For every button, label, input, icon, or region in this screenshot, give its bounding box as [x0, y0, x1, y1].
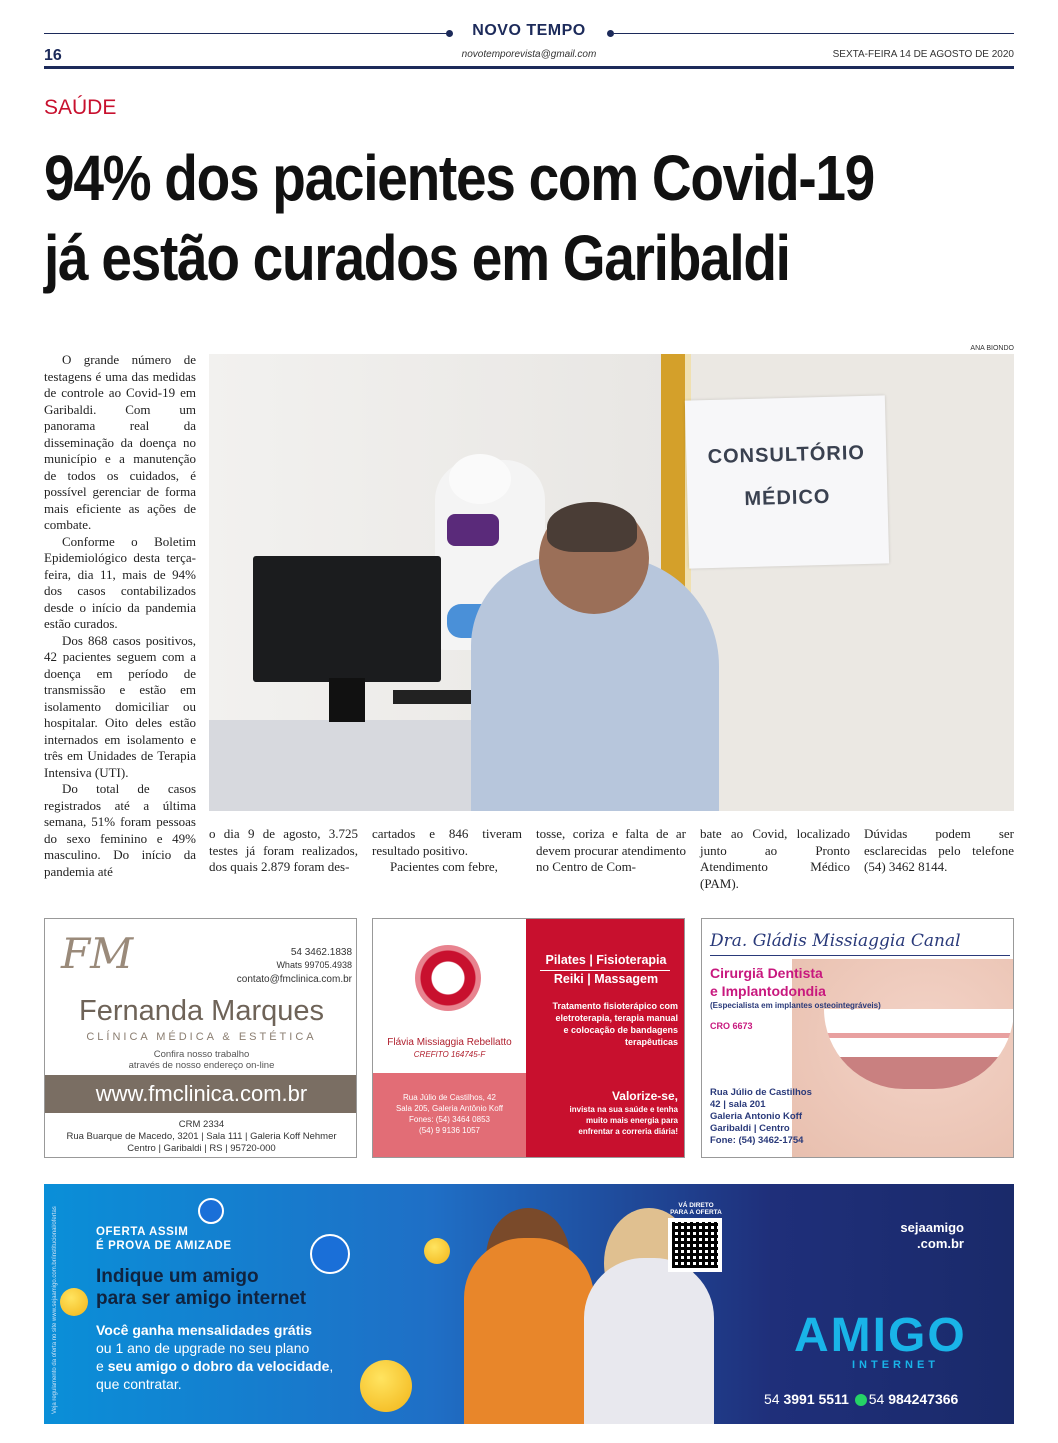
amigo-brand-logo: AMIGO: [794, 1309, 967, 1362]
article-column-2: [209, 826, 358, 876]
gladis-specialty: (Especialista em implantes osteointegráveis): [710, 1001, 881, 1010]
banner-person-2: [584, 1258, 714, 1424]
photo-patient-hair: [547, 502, 637, 552]
flavia-address-panel: [373, 1073, 526, 1158]
banner-site-2[interactable]: .com.br: [917, 1236, 964, 1251]
article-paragraph: Dos 868 casos positivos, 42 pacientes seguem com a doença em período de transmissão e estão em isolamento domiciliar ou hospitalar. Oito deles estão internados em isolamento e três em Unidades de Terapia Intensiva (UTI).: [44, 632, 196, 780]
article-paragraph: Do total de casos registrados até a última semana, 51% foram pessoas do sexo feminino e 49% masculino. Do início da pandemia até: [44, 781, 196, 879]
photo-monitor-stand: [329, 678, 365, 722]
photo-credit: ANA BIONDO: [970, 345, 1014, 352]
article-column-6: [864, 826, 1014, 876]
headline: [44, 138, 1016, 298]
gladis-addr-1: Rua Júlio de Castilhos: [710, 1087, 812, 1098]
thumbs-up-icon: [198, 1198, 224, 1224]
flavia-services-2: Reiki | Massagem: [553, 972, 659, 986]
gladis-cro: CRO 6673: [710, 1021, 753, 1031]
fm-confira-2: através de nosso endereço on-line: [128, 1060, 275, 1071]
emoji-icon: [424, 1238, 450, 1264]
emoji-icon: [360, 1360, 412, 1412]
flavia-right-panel: [526, 919, 685, 1158]
qr-code-icon[interactable]: [668, 1218, 722, 1272]
gladis-name: Dra. Gládis Missiaggia Canal: [710, 931, 961, 951]
qr-label-2: PARA A OFERTA: [670, 1209, 722, 1216]
gladis-title-2: e Implantodondia: [710, 983, 826, 999]
flavia-valorize: Valorize-se,: [611, 1089, 678, 1103]
flavia-left-panel: [373, 919, 526, 1069]
headline-line-2: já estão curados em Garibaldi: [44, 222, 790, 294]
flavia-treat-4: terapêuticas: [624, 1037, 678, 1047]
thumbs-up-icon: [310, 1234, 350, 1274]
headline-line-1: 94% dos pacientes com Covid-19: [44, 142, 875, 214]
banner-gain-3c: ,: [329, 1358, 334, 1374]
fm-subtitle: CLÍNICA MÉDICA & ESTÉTICA: [86, 1031, 317, 1043]
masthead-line-right: [614, 33, 1014, 34]
flavia-treat-1: Tratamento fisioterápico com: [552, 1001, 678, 1011]
flavia-name: Flávia Missiaggia Rebellatto: [387, 1037, 512, 1048]
fm-whats: Whats 99705.4938: [276, 960, 352, 970]
flavia-v-2: muito mais energia para: [585, 1116, 678, 1125]
photo-mask: [447, 514, 499, 546]
banner-gain-1: Você ganha mensalidades grátis: [96, 1322, 313, 1338]
phone-2: 984247366: [888, 1391, 959, 1407]
photo-sign-line-2: MÉDICO: [744, 485, 831, 511]
fm-address-2: Centro | Garibaldi | RS | 95720-000: [127, 1143, 276, 1154]
article-column-5: [700, 826, 850, 892]
flavia-addr-3: Fones: (54) 3464 0853: [409, 1115, 490, 1124]
gladis-name-underline: [710, 955, 1010, 956]
ad-flavia-fisioterapia[interactable]: [372, 918, 685, 1158]
flavia-addr-4: (54) 9 9136 1057: [419, 1126, 480, 1135]
fm-name: Fernanda Marques: [78, 995, 325, 1027]
article-column-3: [372, 826, 522, 876]
flavia-addr-2: Sala 205, Galeria Antônio Koff: [395, 1104, 504, 1113]
ad-amigo-internet-banner[interactable]: [44, 1184, 1014, 1424]
newspaper-brand: NOVO TEMPO: [472, 22, 586, 39]
banner-gain-3b: seu amigo o dobro da velocidade: [107, 1358, 330, 1374]
fm-url-bar[interactable]: www.fmclinica.com.br: [45, 1075, 357, 1113]
fm-email: contato@fmclinica.com.br: [236, 974, 352, 985]
page-number: 16: [44, 47, 62, 64]
flavia-divider: [540, 970, 670, 971]
phone-1: 3991 5511: [783, 1391, 849, 1407]
gladis-addr-3: Galeria Antonio Koff: [710, 1111, 803, 1122]
ad-gladis-dentista[interactable]: [701, 918, 1014, 1158]
banner-phones: [764, 1391, 958, 1407]
phone-prefix-2: 54: [868, 1391, 889, 1407]
banner-gain-2: ou 1 ano de upgrade no seu plano: [96, 1340, 310, 1356]
banner-offer-1: OFERTA ASSIM: [96, 1226, 189, 1238]
gladis-addr-4: Garibaldi | Centro: [710, 1123, 790, 1134]
banner-site-1[interactable]: sejaamigo: [900, 1220, 964, 1235]
gladis-title-1: Cirurgiã Dentista: [710, 965, 823, 981]
article-paragraph: tosse, coriza e falta de ar devem procurar atendimento no Centro de Com-: [536, 826, 686, 874]
banner-gain-4: que contratar.: [96, 1376, 182, 1392]
article-paragraph: Conforme o Boletim Epidemiológico desta terça-feira, dia 11, mais de 94% dos casos contabilizados desde o início da pandemia estão curados.: [44, 533, 196, 631]
masthead-email: novotemporevista@gmail.com: [461, 49, 597, 60]
article-paragraph: O grande número de testagens é uma das medidas de controle ao Covid-19 em Garibaldi. Com um panorama real da disseminação da doença no município e a manutenção de todos os cuidados, é possível gerenciar de forma mais eficiente as ações de combate.: [44, 352, 196, 532]
article-paragraph: cartados e 846 tiveram resultado positivo.: [372, 826, 522, 858]
emoji-icon: [60, 1288, 88, 1316]
fm-crm: CRM 2334: [178, 1119, 225, 1130]
fm-monogram-logo: FM: [61, 929, 134, 978]
article-column-1: [44, 352, 196, 880]
banner-gain-3: [96, 1358, 333, 1374]
photo-sign-line-1: CONSULTÓRIO: [707, 441, 866, 469]
fm-phone: 54 3462.1838: [290, 947, 352, 958]
banner-indique-1: Indique um amigo: [96, 1266, 259, 1287]
article-paragraph: Dúvidas podem ser esclarecidas pelo telefone (54) 3462 8144.: [864, 826, 1014, 874]
photo-sign: [685, 395, 889, 568]
banner-person-1: [464, 1238, 594, 1424]
article-paragraph: o dia 9 de agosto, 3.725 testes já foram realizados, dos quais 2.879 foram des-: [209, 826, 358, 874]
flavia-services-1: Pilates | Fisioterapia: [545, 953, 667, 967]
banner-indique-2: para ser amigo internet: [96, 1288, 307, 1309]
fm-address-1: Rua Buarque de Macedo, 3201 | Sala 111 | Galeria Koff Nehmer: [66, 1131, 337, 1142]
whatsapp-icon: [855, 1394, 867, 1406]
banner-offer-2: É PROVA DE AMIZADE: [96, 1240, 232, 1252]
photo-doctor-cap: [449, 454, 511, 504]
gladis-addr-2: 42 | sala 201: [710, 1099, 766, 1110]
flavia-v-3: enfrentar a correria diária!: [578, 1127, 678, 1136]
flavia-treat-2: eletroterapia, terapia manual: [555, 1013, 678, 1023]
section-label: SAÚDE: [44, 96, 117, 119]
gladis-addr-5: Fone: (54) 3462-1754: [710, 1135, 804, 1146]
masthead-rule: [44, 66, 1014, 69]
ad-fm-clinica[interactable]: [44, 918, 357, 1158]
masthead-date: SEXTA-FEIRA 14 DE AGOSTO DE 2020: [832, 49, 1014, 60]
flavia-logo-icon: [415, 945, 481, 1011]
photo-monitor: [253, 556, 441, 682]
amigo-brand-sub: INTERNET: [852, 1359, 939, 1371]
flavia-crefito: CREFITO 164745-F: [413, 1050, 486, 1059]
flavia-addr-1: Rua Júlio de Castilhos, 42: [403, 1093, 496, 1102]
masthead: [44, 22, 1014, 70]
qr-label-1: VÁ DIRETO: [678, 1202, 714, 1209]
article-paragraph: bate ao Covid, localizado junto ao Pronto Atendimento Médico (PAM).: [700, 826, 850, 891]
flavia-v-1: invista na sua saúde e tenha: [569, 1105, 678, 1114]
flavia-treat-3: e colocação de bandagens: [563, 1025, 678, 1035]
banner-gain-3a: e: [96, 1358, 108, 1374]
masthead-dot-right: [607, 30, 614, 37]
article-column-4: [536, 826, 686, 876]
phone-prefix-1: 54: [764, 1391, 784, 1407]
article-paragraph: Pacientes com febre,: [390, 859, 498, 874]
fm-confira-1: Confira nosso trabalho: [153, 1049, 250, 1060]
banner-regulation-text: Veja regulamento da oferta no site www.sejaamigo.com.br/institucional/ofertas: [52, 1206, 58, 1414]
article-photo: [209, 354, 1014, 811]
